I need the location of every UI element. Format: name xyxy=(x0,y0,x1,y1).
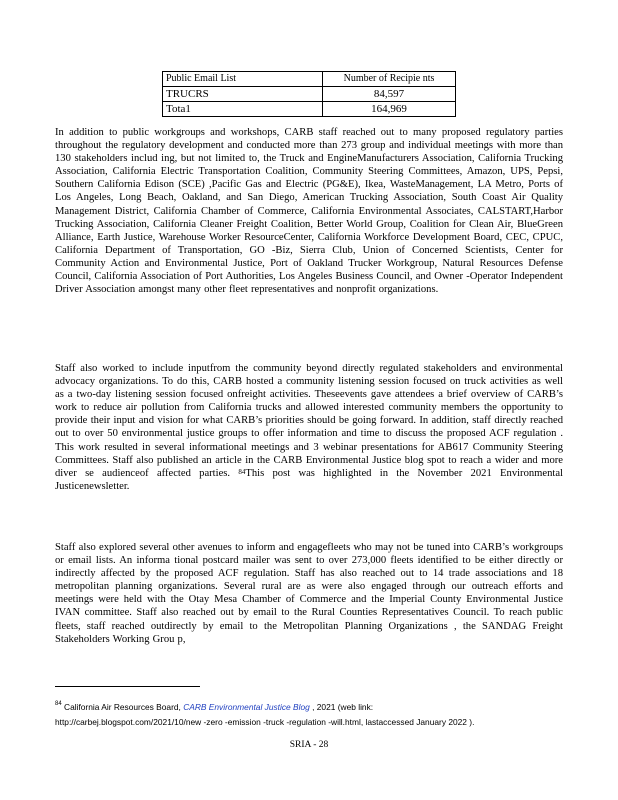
paragraph-tail: This post was highlighted in the November 2021 Environmental Justicenewsletter. xyxy=(55,467,564,492)
row-value: 164,969 xyxy=(323,102,456,117)
paragraph-other-avenues xyxy=(55,541,563,646)
footnote-number: 84 xyxy=(55,701,62,707)
paragraph-outreach-meetings xyxy=(55,126,563,296)
row-value: 84,597 xyxy=(323,87,456,102)
footnote-line-1 xyxy=(55,700,565,715)
footnote-suffix: , 2021 (web link: xyxy=(312,702,374,712)
footnote xyxy=(55,700,565,730)
row-label: TRUCRS xyxy=(163,87,323,102)
table-row xyxy=(163,102,456,117)
table-header-row xyxy=(163,72,456,87)
paragraph-text: In addition to public workgroups and workshops, CARB staff reached out to many proposed regulatory parties throughout the regulatory development and conducted more than 273 group and individual meetings with more than 130 stakeholders includ ing, but not limited to, the Truck and EngineManufacturers Association, California Trucking Association, California Electric Transportation Coalition, Community Steering Committees, Amazon, UPS, Pepsi, Southern California Edison (SCE) ,Pacific Gas and Electric (PG&E), Ikea, WasteManagement, LA Metro, Ports of Los Angeles, Long Beach, Oakland, and San Diego, American Trucking Association, South Coast Air Quality Management District, California Chamber of Commerce, California Environmental Associates, CALSTART,Harbor Trucking Association, California Cleaner Freight Coalition, Better World Group, Coalition for Clean Air, BlueGreen Alliance, Earth Justice, Warehouse Worker ResourceCenter, California Workforce Development Board, CEC, CPUC, California Department of Transportation, GO -Biz, Sierra Club, Union of Concerned Scientists, Center for Community Action and Environmental Justice, Port of Oakland Trucker Workgroup, Natural Resources Defense Council, California Association of Port Authorities, Los Angeles Business Council, and Owner -Operator Independent Driver Association amongst many other fleet representatives and nonprofit organizations. xyxy=(55,127,563,296)
footnote-reference[interactable]: 84 xyxy=(238,467,246,476)
email-list-table xyxy=(162,71,456,117)
paragraph-text: Staff also explored several other avenues to inform and engagefleets who may not be tuned into CARB’s workgroups or email lists. An informa tional postcard mailer was sent to over 273,000 fleets identified to be either directly or indirectly affected by the proposed ACF regulation. Staff has also reached out to 14 trade associations and 18 metropolitan planning organizations. Several rural are as were also engaged through our outreach efforts and meetings were held with the Otay Mesa Chamber of Commerce and the Imperial County Environmental Justice IVAN committee. Staff also reached out by email to the Rural Counties Representatives Council. To reach public fleets, staff reached outdirectly by email to the Metropolitan Planning Organizations , the SANDAG Freight Stakeholders Working Grou p, xyxy=(55,542,563,645)
footnote-divider xyxy=(55,686,200,687)
row-label: Tota1 xyxy=(163,102,323,117)
paragraph-community-input xyxy=(55,362,563,493)
header-public-email-list: Public Email List xyxy=(163,72,323,87)
page-number: SRIA - 28 xyxy=(289,740,329,750)
footnote-line-2: http://carbej.blogspot.com/2021/10/new -zero -emission -truck -regulation -will.html, lastaccessed January 2022 ). xyxy=(55,717,475,727)
paragraph-body: Staff also worked to include inputfrom the community beyond directly regulated stakeholders and environmental advocacy organizations. To do this, CARB hosted a community listening session focused on truck activities as well as a two-day listening session focused onfreight activities. Theseevents gave attendees a brief overview of CARB’s work to reduce air pollution from California trucks and allowed interested community members the opportunity to provide their input and vision for what CARB’s priorities should be going forward. In addition, staff directly reached out to over 50 environmental justice groups to offer information and time to discuss the proposed ACF regulation . This work resulted in several informational meetings and 3 webinar presentations for AB617 Community Steering Committees. Staff also published an article in the CARB Environmental Justice blog spot to reach a wider and more diver se audienceof affected parties. xyxy=(55,363,563,479)
table-row xyxy=(163,87,456,102)
paragraph-text xyxy=(55,362,563,493)
blog-title-link[interactable]: CARB Environmental Justice Blog xyxy=(183,702,313,712)
header-number-of-recipients: Number of Recipie nts xyxy=(323,72,456,87)
footnote-prefix: California Air Resources Board, xyxy=(61,702,184,712)
